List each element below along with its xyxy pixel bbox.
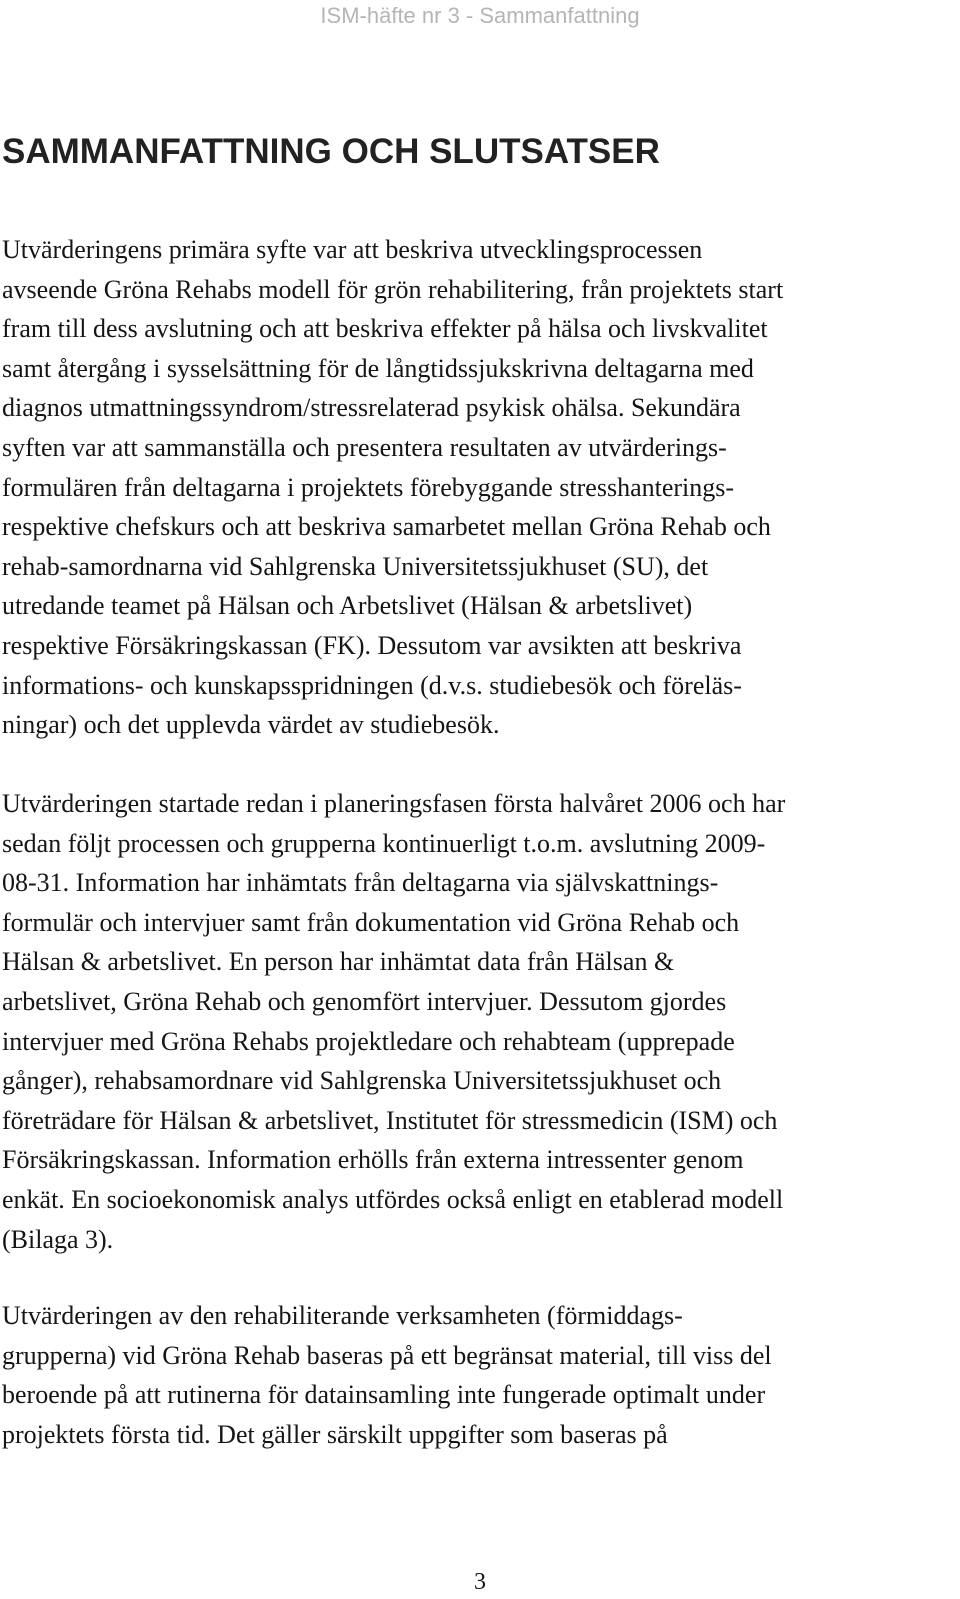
text-line: formulär och intervjuer samt från dokumentation vid Gröna Rehab och	[2, 907, 740, 937]
text-line: avseende Gröna Rehabs modell för grön rehabilitering, från projektets start	[2, 274, 784, 304]
page-number: 3	[474, 1569, 486, 1595]
text-line: rehab-samordnarna vid Sahlgrenska Universitetssjukhuset (SU), det	[2, 551, 709, 581]
text-line: (Bilaga 3).	[2, 1224, 114, 1254]
text-line: intervjuer med Gröna Rehabs projektledare och rehabteam (upprepade	[2, 1026, 735, 1056]
text-line: syften var att sammanställa och presentera resultaten av utvärderings-	[2, 432, 727, 462]
text-line: företrädare för Hälsan & arbetslivet, Institutet för stressmedicin (ISM) och	[2, 1105, 778, 1135]
text-line: informations- och kunskapsspridningen (d.v.s. studiebesök och föreläs-	[2, 670, 742, 700]
text-line: fram till dess avslutning och att beskriva effekter på hälsa och livskvalitet	[2, 314, 768, 344]
text-line: Utvärderingen av den rehabiliterande verksamheten (förmiddags-	[2, 1301, 683, 1330]
text-line: projektets första tid. Det gäller särskilt uppgifter som baseras på	[2, 1419, 668, 1449]
text-line: Försäkringskassan. Information erhölls från externa intressenter genom	[2, 1145, 744, 1175]
text-line: Hälsan & arbetslivet. En person har inhämtat data från Hälsan &	[2, 947, 675, 977]
text-line: 08-31. Information har inhämtats från deltagarna via självskattnings-	[2, 868, 719, 898]
text-line: enkät. En socioekonomisk analys utfördes också enligt en etablerad modell	[2, 1184, 784, 1214]
text-line: formulären från deltagarna i projektets förebyggande stresshanterings-	[2, 472, 735, 502]
text-line: beroende på att rutinerna för datainsamling inte fungerade optimalt under	[2, 1380, 766, 1410]
running-header: ISM-häfte nr 3 - Sammanfattning	[320, 3, 640, 28]
text-line: diagnos utmattningssyndrom/stressrelaterad psykisk ohälsa. Sekundära	[2, 393, 741, 423]
paragraph-method	[2, 784, 952, 1259]
text-line: gånger), rehabsamordnare vid Sahlgrenska Universitetssjukhuset och	[2, 1066, 722, 1096]
text-line: sedan följt processen och grupperna kontinuerligt t.o.m. avslutning 2009-	[2, 828, 766, 858]
section-title: SAMMANFATTNING OCH SLUTSATSER	[2, 132, 660, 171]
text-line: utredande teamet på Hälsan och Arbetslivet (Hälsan & arbetslivet)	[2, 591, 693, 621]
text-line: grupperna) vid Gröna Rehab baseras på ett begränsat material, till viss del	[2, 1340, 772, 1370]
paragraph-purpose	[2, 230, 952, 745]
text-line: respektive chefskurs och att beskriva samarbetet mellan Gröna Rehab och	[2, 512, 771, 542]
text-line: arbetslivet, Gröna Rehab och genomfört intervjuer. Dessutom gjordes	[2, 986, 727, 1016]
text-line: ningar) och det upplevda värdet av studiebesök.	[2, 710, 500, 740]
paragraph-limitations	[2, 1296, 952, 1454]
text-line: Utvärderingen startade redan i planeringsfasen första halvåret 2006 och har	[2, 789, 786, 818]
text-line: Utvärderingens primära syfte var att beskriva utvecklingsprocessen	[2, 235, 703, 264]
text-line: respektive Försäkringskassan (FK). Dessutom var avsikten att beskriva	[2, 630, 742, 660]
text-line: samt återgång i sysselsättning för de långtidssjukskrivna deltagarna med	[2, 353, 754, 383]
